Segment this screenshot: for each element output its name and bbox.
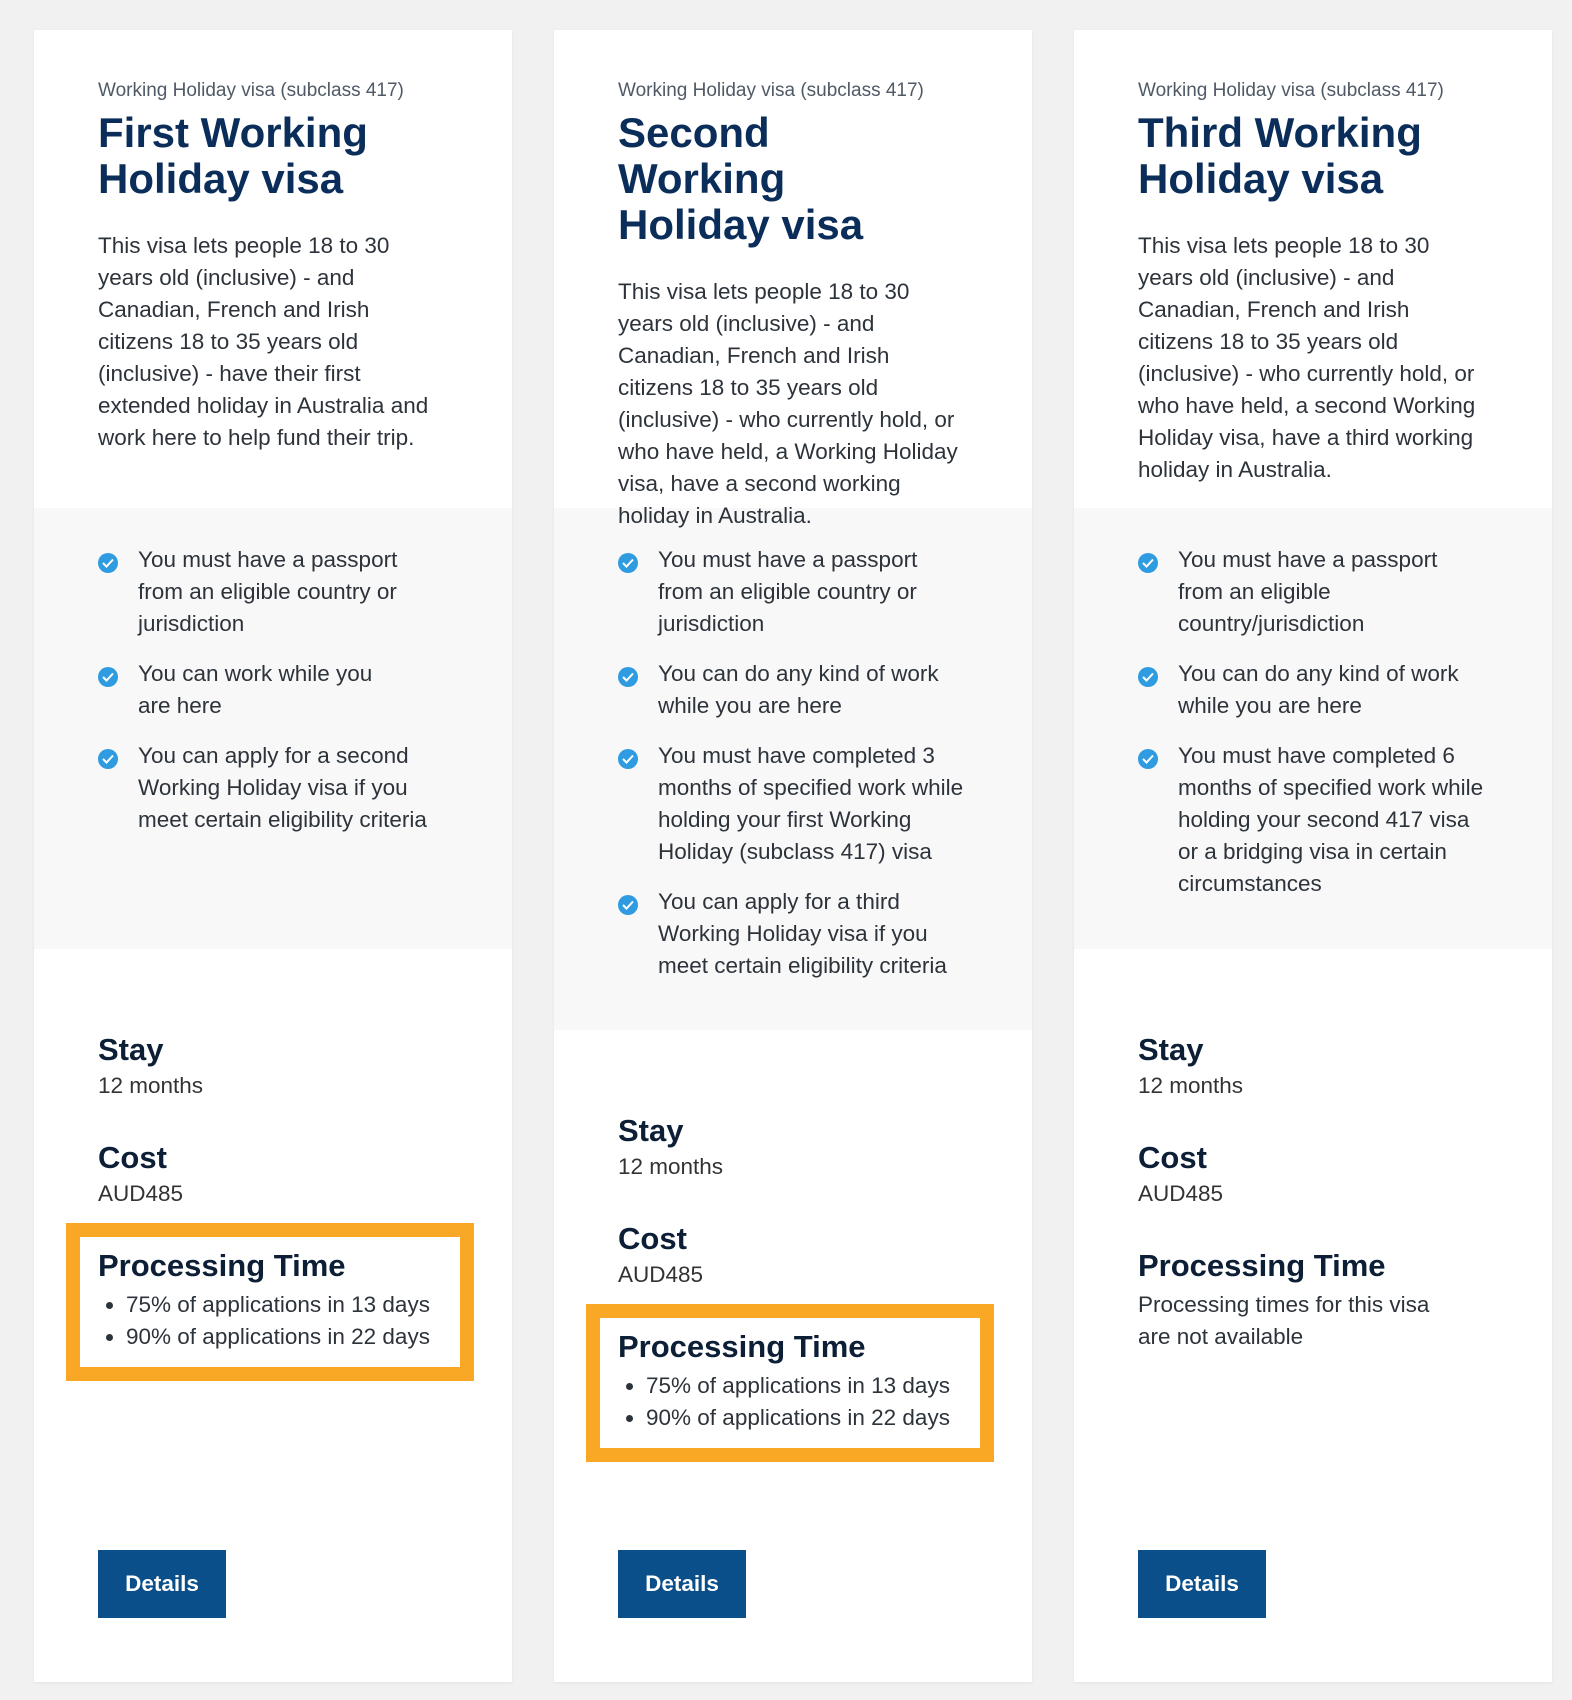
check-circle-icon [1138,667,1158,687]
processing-time-note: Processing times for this visa are not available [1138,1292,1430,1349]
feature-text: You can apply for a third Working Holiday visa if you meet certain eligibility criteria [658,889,947,978]
feature-text: You can apply for a second Working Holiday visa if you meet certain eligibility criteria [138,743,427,832]
visa-title: Second Working Holiday visa [618,109,864,248]
details-button[interactable]: Details [618,1550,746,1618]
details-button[interactable]: Details [1138,1550,1266,1618]
feature-text: You must have a passport from an eligible country or jurisdiction [658,547,918,636]
feature-item [1138,658,1512,722]
check-circle-icon [618,667,638,687]
card-header [1074,30,1552,508]
visa-description: This visa lets people 18 to 30 years old (inclusive) - and Canadian, French and Irish citizens 18 to 35 years old (inclusive) - who currently hold, or who have held, a Working Holiday visa, have a second working holiday in Australia. [618,279,958,528]
visa-subclass: Working Holiday visa (subclass 417) [618,80,924,101]
cost-value: AUD485 [98,1181,184,1206]
feature-list [554,508,1032,1030]
check-circle-icon [1138,553,1158,573]
stay-value: 12 months [98,1073,204,1098]
processing-time-item: • 90% of applications in 22 days [126,1321,448,1353]
visa-card-third [1074,30,1552,1682]
processing-time-list [618,1370,968,1434]
check-circle-icon [98,667,118,687]
cost-value: AUD485 [618,1262,704,1287]
feature-item [1138,544,1512,640]
visa-description: This visa lets people 18 to 30 years old (inclusive) - and Canadian, French and Irish citizens 18 to 35 years old (inclusive) - have their first extended holiday in Australia and work here to help fund their trip. [98,233,429,450]
visa-info [554,1030,1032,1448]
feature-item [618,544,992,640]
cost-label: Cost [618,1221,687,1256]
processing-time-label: Processing Time [1138,1248,1386,1283]
visa-info [34,949,512,1367]
feature-text: You must have a passport from an eligible country or jurisdiction [138,547,398,636]
feature-item [618,740,992,868]
processing-time-label: Processing Time [98,1248,346,1283]
visa-description: This visa lets people 18 to 30 years old (inclusive) - and Canadian, French and Irish citizens 18 to 35 years old (inclusive) - who currently hold, or who have held, a second Working Holiday visa, have a third working holiday in Australia. [1138,233,1476,482]
feature-item [98,544,472,640]
feature-text: You can do any kind of work while you are here [658,661,939,718]
feature-text: You can do any kind of work while you are here [1178,661,1459,718]
feature-list [1074,508,1552,949]
cost-label: Cost [1138,1140,1207,1175]
visa-subclass: Working Holiday visa (subclass 417) [1138,80,1444,101]
visa-card-first [34,30,512,1682]
processing-time-item: • 75% of applications in 13 days [126,1289,448,1321]
feature-item [618,886,992,982]
check-circle-icon [618,553,638,573]
processing-time [1138,1237,1488,1353]
stay-value: 12 months [618,1154,724,1179]
visa-title: First Working Holiday visa [98,109,368,202]
processing-time-item: • 90% of applications in 22 days [646,1402,968,1434]
check-circle-icon [618,749,638,769]
stay-value: 12 months [1138,1073,1244,1098]
feature-text: You must have a passport from an eligible country/jurisdiction [1178,547,1438,636]
stay-label: Stay [98,1032,164,1067]
feature-text: You must have completed 3 months of specified work while holding your first Working Holiday (subclass 417) visa [658,743,964,864]
feature-item [618,658,992,722]
processing-time-highlight [600,1318,980,1448]
card-header [554,30,1032,528]
check-circle-icon [618,895,638,915]
processing-time-highlight [80,1237,460,1367]
feature-list [34,508,512,949]
details-button[interactable]: Details [98,1550,226,1618]
cost-value: AUD485 [1138,1181,1224,1206]
feature-item [1138,740,1512,900]
feature-text: You must have completed 6 months of specified work while holding your second 417 visa or a bridging visa in certain circumstances [1178,743,1484,896]
check-circle-icon [98,553,118,573]
stay-label: Stay [618,1113,684,1148]
visa-info [1074,949,1552,1353]
processing-time-list [98,1289,448,1353]
check-circle-icon [1138,749,1158,769]
processing-time-item: • 75% of applications in 13 days [646,1370,968,1402]
visa-subclass: Working Holiday visa (subclass 417) [98,80,404,101]
check-circle-icon [98,749,118,769]
visa-card-second [554,30,1032,1682]
visa-title: Third Working Holiday visa [1138,109,1422,202]
stay-label: Stay [1138,1032,1204,1067]
card-header [34,30,512,508]
feature-item [98,658,472,722]
cost-label: Cost [98,1140,167,1175]
feature-item [98,740,472,836]
feature-text: You can work while you are here [138,661,373,718]
processing-time-label: Processing Time [618,1329,866,1364]
